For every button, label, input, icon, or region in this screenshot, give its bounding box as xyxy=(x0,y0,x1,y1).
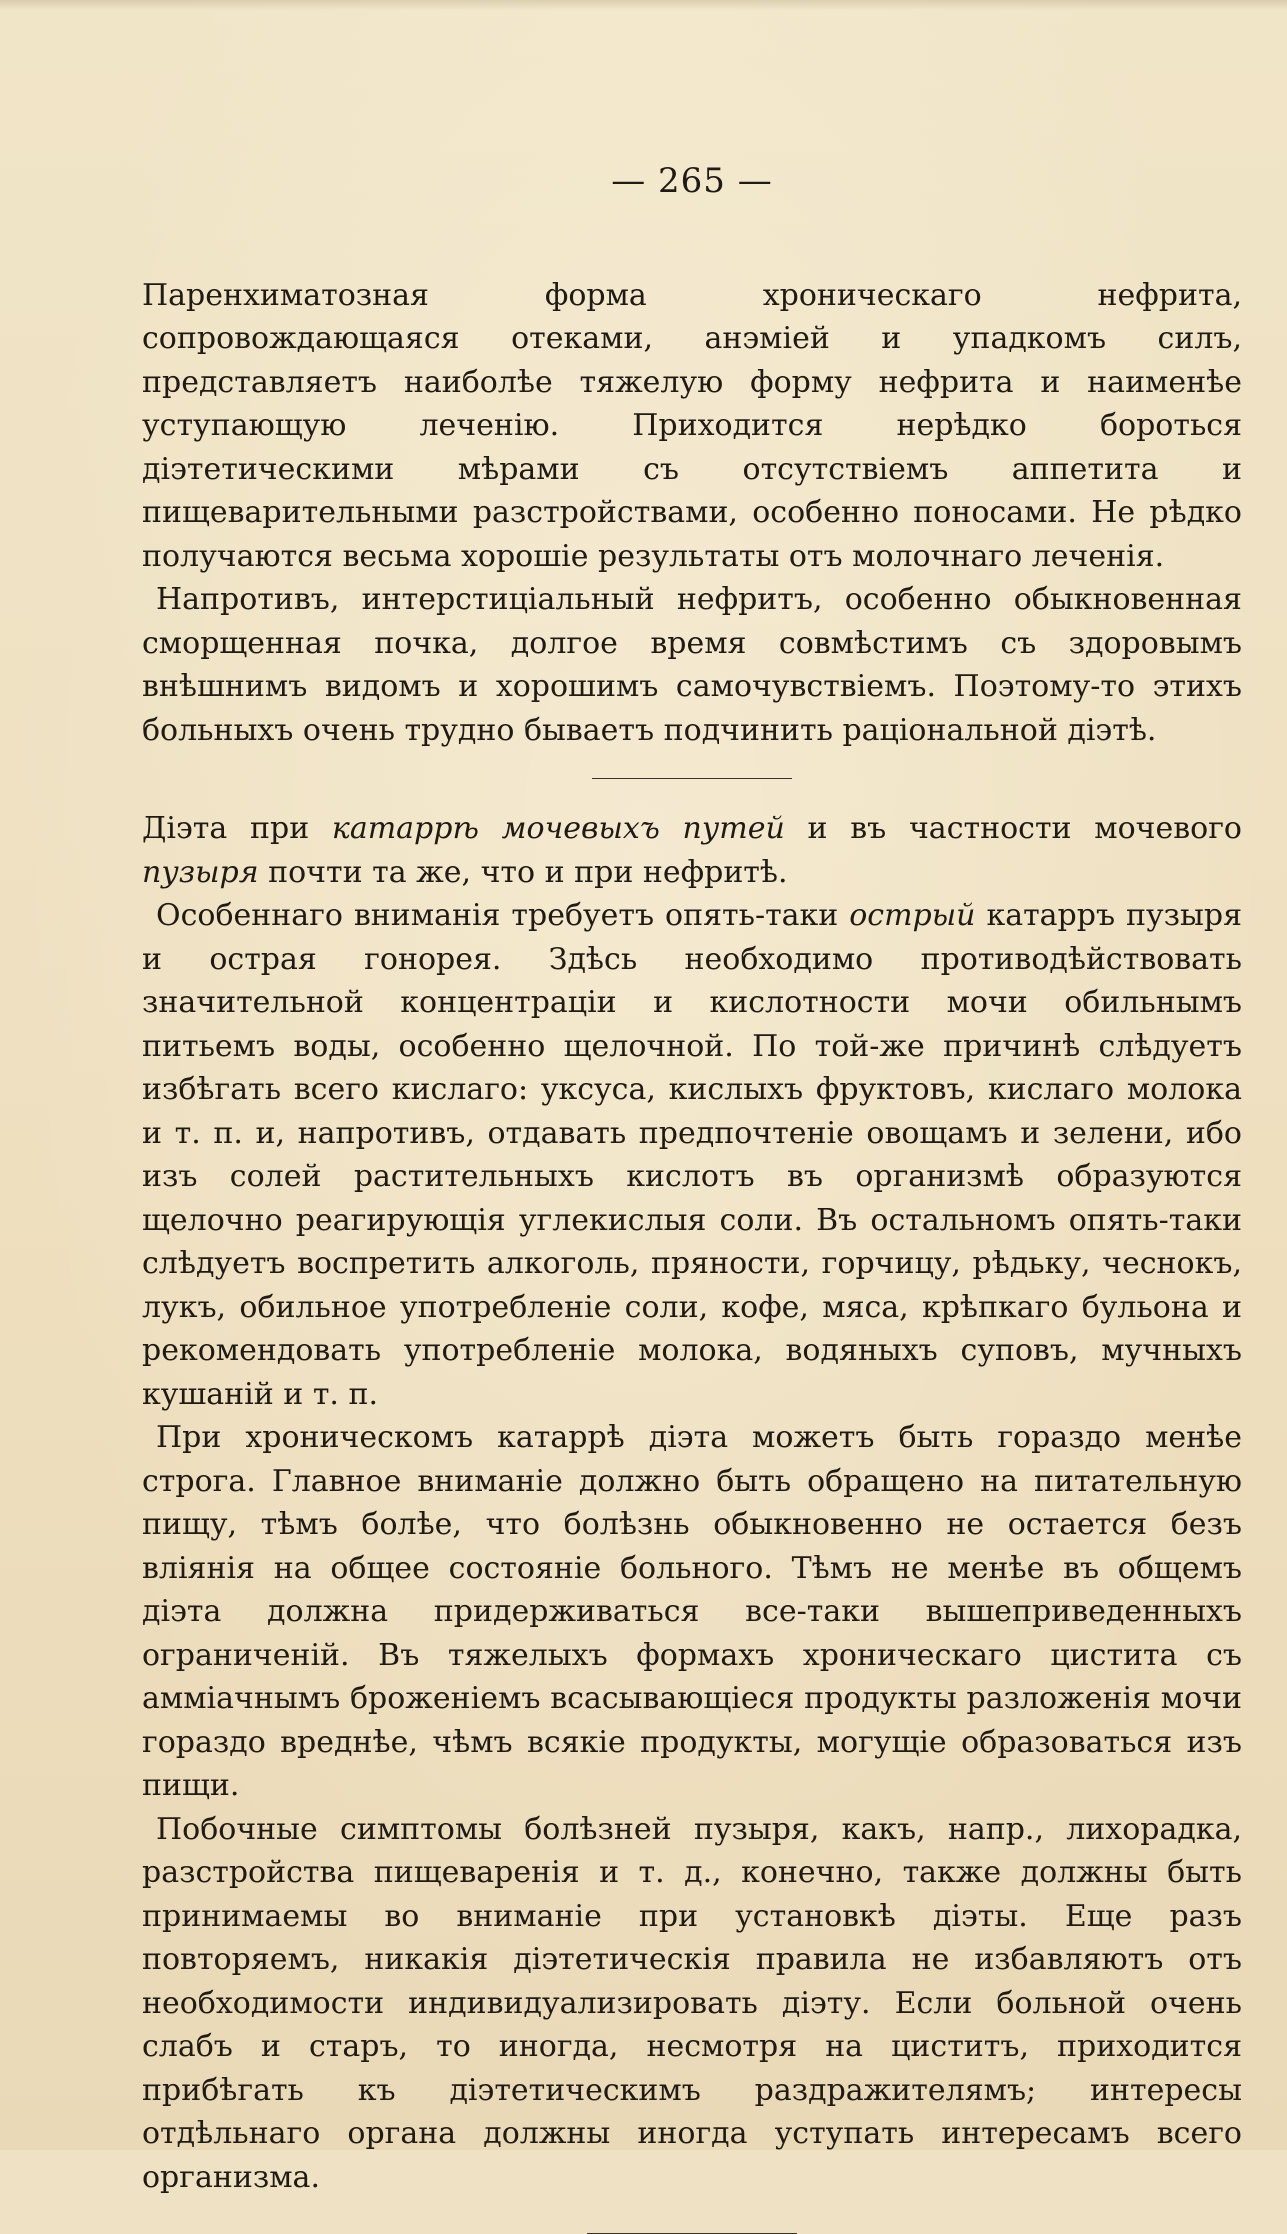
italic-term-catarrh: катаррѣ мочевыхъ путей xyxy=(331,811,785,846)
section-divider xyxy=(592,778,792,779)
text-run: Особеннаго вниманія требуетъ опять-таки xyxy=(156,898,850,933)
paragraph-interstitial-nephritis: Напротивъ, интерстиціальный нефритъ, особенно обыкновенная сморщенная почка, долгое время совмѣстимъ съ здоровымъ внѣшнимъ видомъ и хорошимъ самочувствіемъ. Поэтому-то этихъ больныхъ очень трудно бываетъ подчинить раціональной діэтѣ. xyxy=(142,582,1242,748)
paragraph-side-symptoms: Побочные симптомы болѣзней пузыря, какъ, напр., лихорадка, разстройства пищеваренія и т. д., конечно, также должны быть принимаемы во вниманіе при установкѣ діэты. Еще разъ повторяемъ, никакія діэтетическія правила не избавляютъ отъ необходимости индивидуализировать діэту. Если больной очень слабъ и старъ, то иногда, несмотря на циститъ, приходится прибѣгать къ діэтетическимъ раздражителямъ; интересы отдѣльнаго органа должны иногда уступать интересамъ всего организма. xyxy=(142,1811,1242,2195)
text-run: и въ частности мочевого xyxy=(784,811,1242,846)
italic-term-acute: острый xyxy=(849,898,976,933)
paragraph-parenchymatous-nephritis: Паренхиматозная форма хроническаго нефрита, сопровождающаяся отеками, анэміей и упадкомъ силъ, представляетъ наиболѣе тяжелую форму нефрита и наименѣе уступающую леченію. Приходится нерѣдко бороться діэтетическими мѣрами съ отсутствіемъ аппетита и пищеварительными разстройствами, особенно поносами. Не рѣдко получаются весьма хорошіе результаты отъ молочнаго леченія. xyxy=(142,277,1242,574)
paragraph-urinary-catarrh xyxy=(142,807,1242,894)
text-run: Діэта при xyxy=(142,811,332,846)
italic-term-bladder: пузыря xyxy=(142,854,259,890)
page-top-edge xyxy=(0,0,1287,10)
page-number: — 265 — xyxy=(611,161,773,201)
paragraph-chronic-catarrh: При хроническомъ катаррѣ діэта можетъ быть гораздо менѣе строга. Главное вниманіе должно быть обращено на питательную пищу, тѣмъ болѣе, что болѣзнь обыкновенно не остается безъ вліянія на общее состояніе больного. Тѣмъ не менѣе въ общемъ діэта должна придерживаться все-таки вышеприведенныхъ ограниченій. Въ тяжелыхъ формахъ хроническаго цистита съ амміачнымъ броженіемъ всасывающіеся продукты разложенія мочи гораздо вреднѣе, чѣмъ всякіе продукты, могущіе образоваться изъ пищи. xyxy=(142,1420,1242,1803)
page-text-block xyxy=(142,160,1242,2234)
text-run: катарръ пузыря и острая гонорея. Здѣсь необходимо противодѣйствовать значительной концентраціи и кислотности мочи обильнымъ питьемъ воды, особенно щелочной. По той-же причинѣ слѣдуетъ избѣгать всего кислаго: уксуса, кислыхъ фруктовъ, кислаго молока и т. п. и, напротивъ, отдавать предпочтеніе овощамъ и зелени, ибо изъ солей растительныхъ кислотъ въ организмѣ образуются щелочно реагирующія углекислыя соли. Въ остальномъ опять-таки слѣдуетъ воспретить алкоголь, пряности, горчицу, рѣдьку, чеснокъ, лукъ, обильное употребленіе соли, кофе, мяса, крѣпкаго бульона и рекомендовать употребленіе молока, водяныхъ суповъ, мучныхъ кушаній и т. п. xyxy=(142,898,1242,1412)
text-run: почти та же, что и при нефритѣ. xyxy=(258,854,788,890)
paragraph-acute-catarrh xyxy=(142,894,1242,1416)
